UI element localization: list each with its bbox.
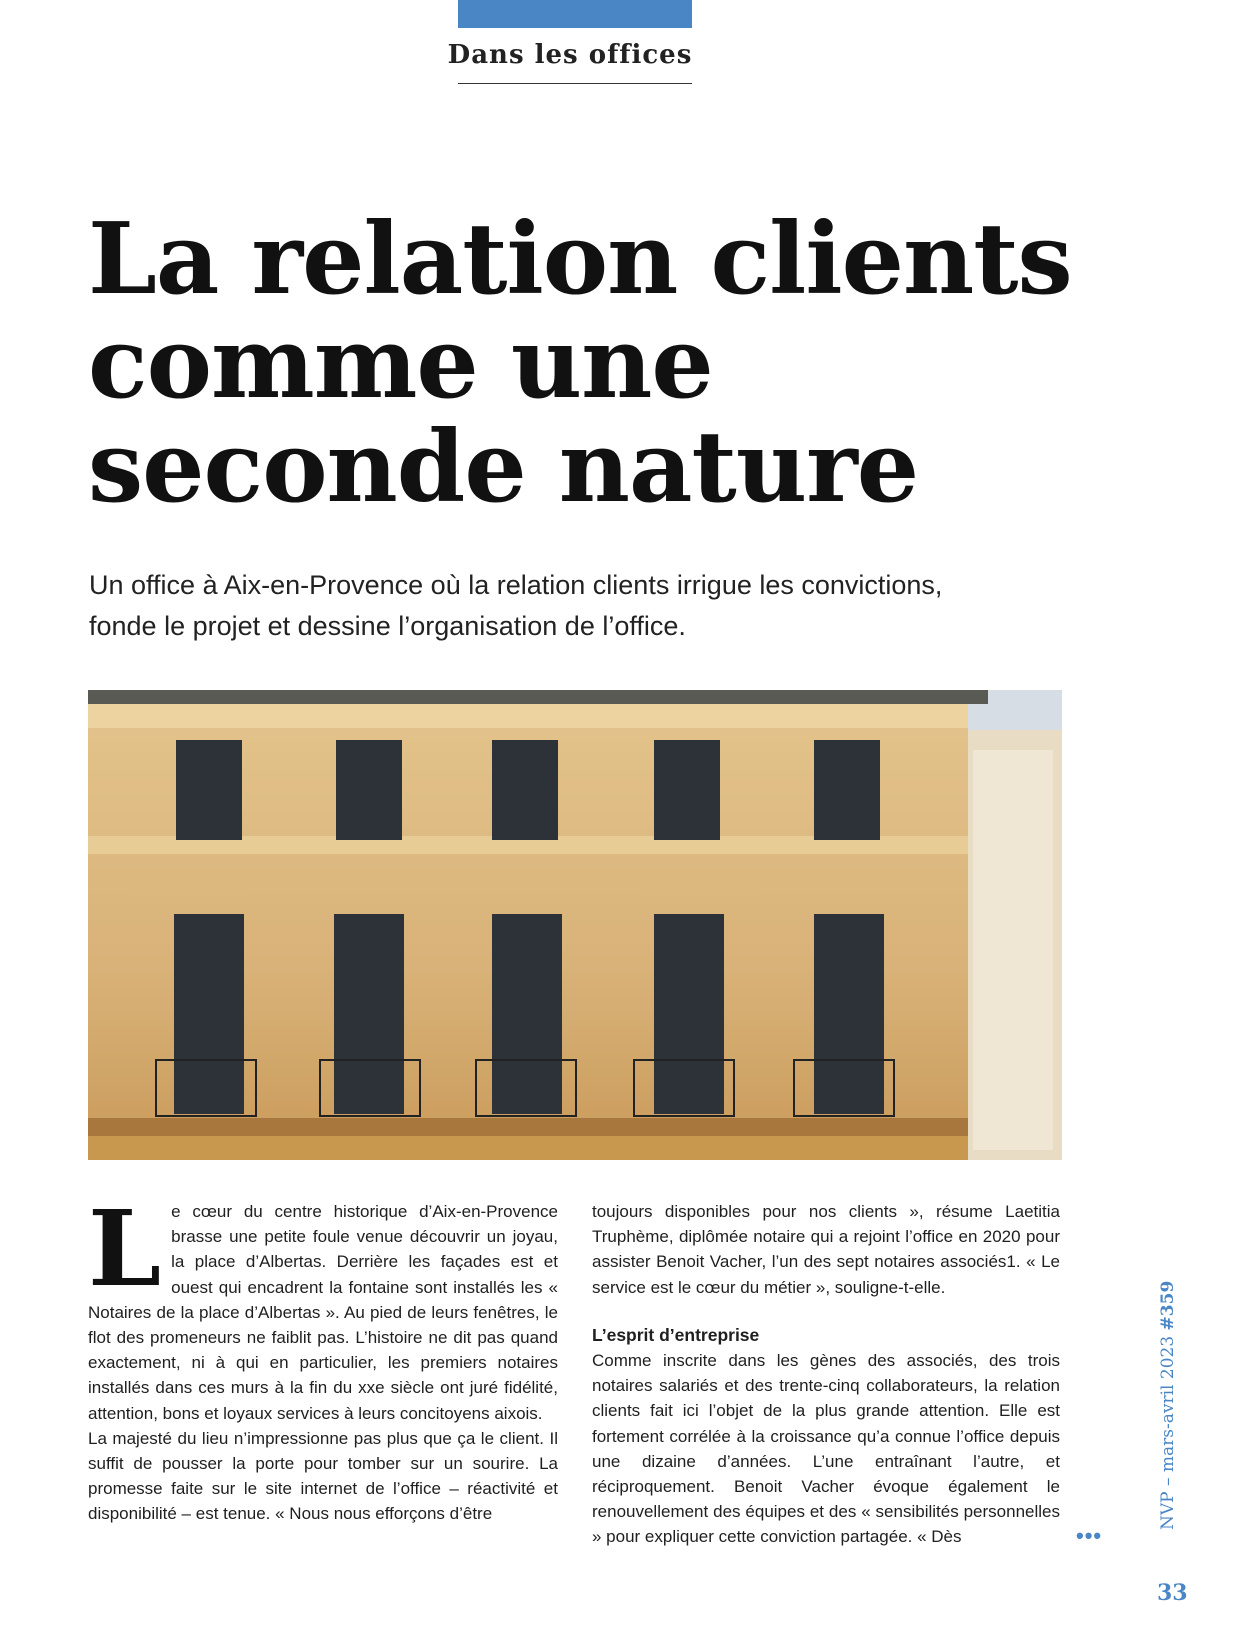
paragraph: toujours disponibles pour nos clients », résume Laetitia Truphème, diplômée notaire qui a rejoint l’office en 2020 pour assister Benoit Vacher, l’un des sept notaires associés1. « Le service est le cœur du métier », souligne-t-elle. bbox=[592, 1202, 1060, 1297]
title-line: seconde nature bbox=[88, 410, 919, 525]
subtitle-line: Un office à Aix-en-Provence où la relation clients irrigue les convictions, bbox=[89, 570, 943, 600]
paragraph: Comme inscrite dans les gènes des associés, des trois notaires salariés et des trente-cinq collaborateurs, la relation clients fait ici l’objet de la plus grande attention. Elle est fortement corrélée à la croissance qu’a connue l’office depuis une dizaine d’années. L’une entraînant l’autre, et réciproquement. Benoit Vacher évoque également le renouvellement des équipes et des « sensibilités personnelles » pour expliquer cette conviction partagée. « Dès bbox=[592, 1351, 1060, 1547]
subheading: L’esprit d’entreprise bbox=[592, 1324, 760, 1345]
section-rule bbox=[458, 83, 692, 84]
drop-cap: L bbox=[88, 1187, 162, 1310]
page-number: 33 bbox=[1157, 1580, 1188, 1606]
article-column-right bbox=[592, 1199, 1060, 1550]
section-label: Dans les offices bbox=[447, 40, 693, 70]
article-column-left bbox=[88, 1187, 558, 1527]
subtitle-line: fonde le projet et dessine l’organisation de l’office. bbox=[89, 611, 686, 641]
building-facade-photo bbox=[88, 690, 1062, 1160]
header-accent-bar bbox=[458, 0, 692, 28]
side-publication-info bbox=[1158, 1281, 1178, 1530]
continued-dots-icon: ••• bbox=[1076, 1523, 1103, 1548]
issue-number: #359 bbox=[1158, 1280, 1178, 1331]
paragraph: La majesté du lieu n’impressionne pas plus que ça le client. Il suffit de pousser la porte pour tomber sur un sourire. La promesse faite sur le site internet de l’office – réactivité et disponibilité – est tenue. « Nous nous efforçons d’être bbox=[88, 1428, 558, 1524]
title-line: comme une bbox=[88, 306, 713, 421]
article-subtitle bbox=[89, 565, 1089, 647]
title-line: La relation clients bbox=[88, 202, 1072, 317]
publication-date: NVP – mars-avril 2023 bbox=[1158, 1335, 1178, 1530]
paragraph: e cœur du centre historique d’Aix-en-Provence brasse une petite foule venue découvrir un joyau, la place d’Albertas. Derrière les façades est et ouest qui encadrent la fontaine sont installés les « Notaires de la place d’Albertas ». Au pied de leurs fenêtres, le flot des promeneurs ne faiblit pas. L’histoire ne dit pas quand exactement, ni à qui en particulier, les premiers notaires installés dans ces murs à la fin du xxe siècle ont juré fidélité, attention, bons et loyaux services à leurs concitoyens aixois. bbox=[88, 1202, 558, 1423]
article-title bbox=[88, 202, 1148, 525]
